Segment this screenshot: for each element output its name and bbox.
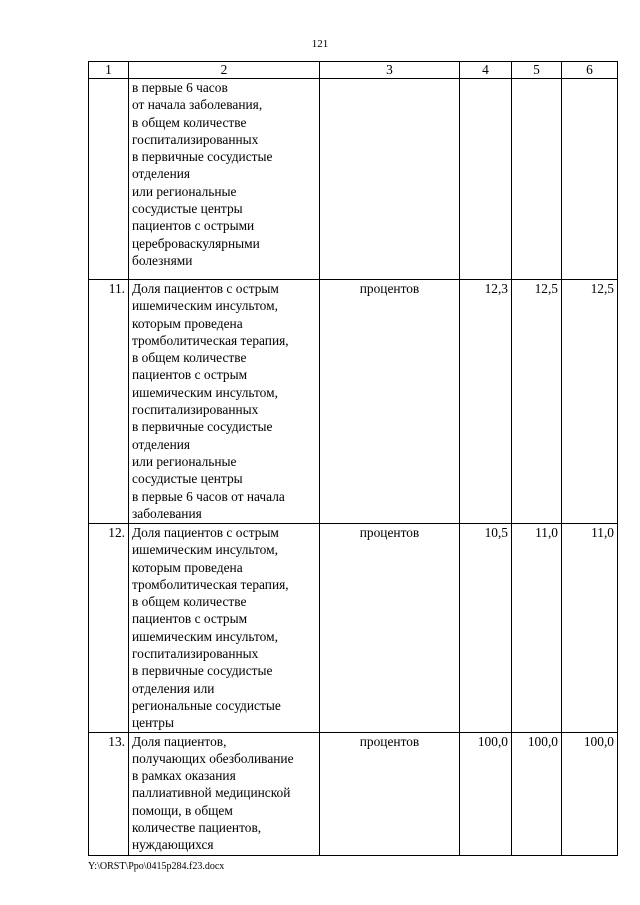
value-col-4 (460, 79, 512, 280)
table-row (89, 732, 618, 855)
value-col-4: 100,0 (460, 732, 512, 855)
value-col-5: 12,5 (512, 280, 562, 524)
value-col-5: 11,0 (512, 524, 562, 733)
value-col-5: 100,0 (512, 732, 562, 855)
indicators-table (88, 61, 618, 856)
unit: процентов (320, 524, 460, 733)
row-number (89, 79, 129, 280)
indicator-name: в первые 6 часов от начала заболевания, в общем количестве госпитализированных в первичные сосудистые отделения или региональные сосудистые центры пациентов с острыми цереброваскулярными болезнями (129, 79, 320, 280)
indicator-name: Доля пациентов с острым ишемическим инсультом, которым проведена тромболитическая терапия, в общем количестве пациентов с острым ишемическим инсультом, госпитализированных в первичные сосудистые отделения или региональные сосудистые центры (129, 524, 320, 733)
header-col-6: 6 (562, 62, 618, 79)
value-col-6: 12,5 (562, 280, 618, 524)
value-col-6: 100,0 (562, 732, 618, 855)
page-number: 121 (311, 38, 329, 50)
table-row (89, 79, 618, 280)
unit: процентов (320, 732, 460, 855)
value-col-5 (512, 79, 562, 280)
header-col-1: 1 (89, 62, 129, 79)
value-col-6 (562, 79, 618, 280)
table-row (89, 280, 618, 524)
row-number: 13. (89, 732, 129, 855)
table-header-row (89, 62, 618, 79)
header-col-4: 4 (460, 62, 512, 79)
header-col-2: 2 (129, 62, 320, 79)
row-number: 12. (89, 524, 129, 733)
unit (320, 79, 460, 280)
indicator-name: Доля пациентов, получающих обезболивание в рамках оказания паллиативной медицинской помощи, в общем количестве пациентов, нуждающихся (129, 732, 320, 855)
header-col-5: 5 (512, 62, 562, 79)
value-col-4: 10,5 (460, 524, 512, 733)
table-row (89, 524, 618, 733)
header-col-3: 3 (320, 62, 460, 79)
value-col-6: 11,0 (562, 524, 618, 733)
indicator-name: Доля пациентов с острым ишемическим инсультом, которым проведена тромболитическая терапия, в общем количестве пациентов с острым ишемическим инсультом, госпитализированных в первичные сосудистые отделения или региональные сосудистые центры в первые 6 часов от начала заболевания (129, 280, 320, 524)
value-col-4: 12,3 (460, 280, 512, 524)
unit: процентов (320, 280, 460, 524)
footer-file-path: Y:\ORST\Ppo\0415p284.f23.docx (88, 861, 225, 872)
row-number: 11. (89, 280, 129, 524)
